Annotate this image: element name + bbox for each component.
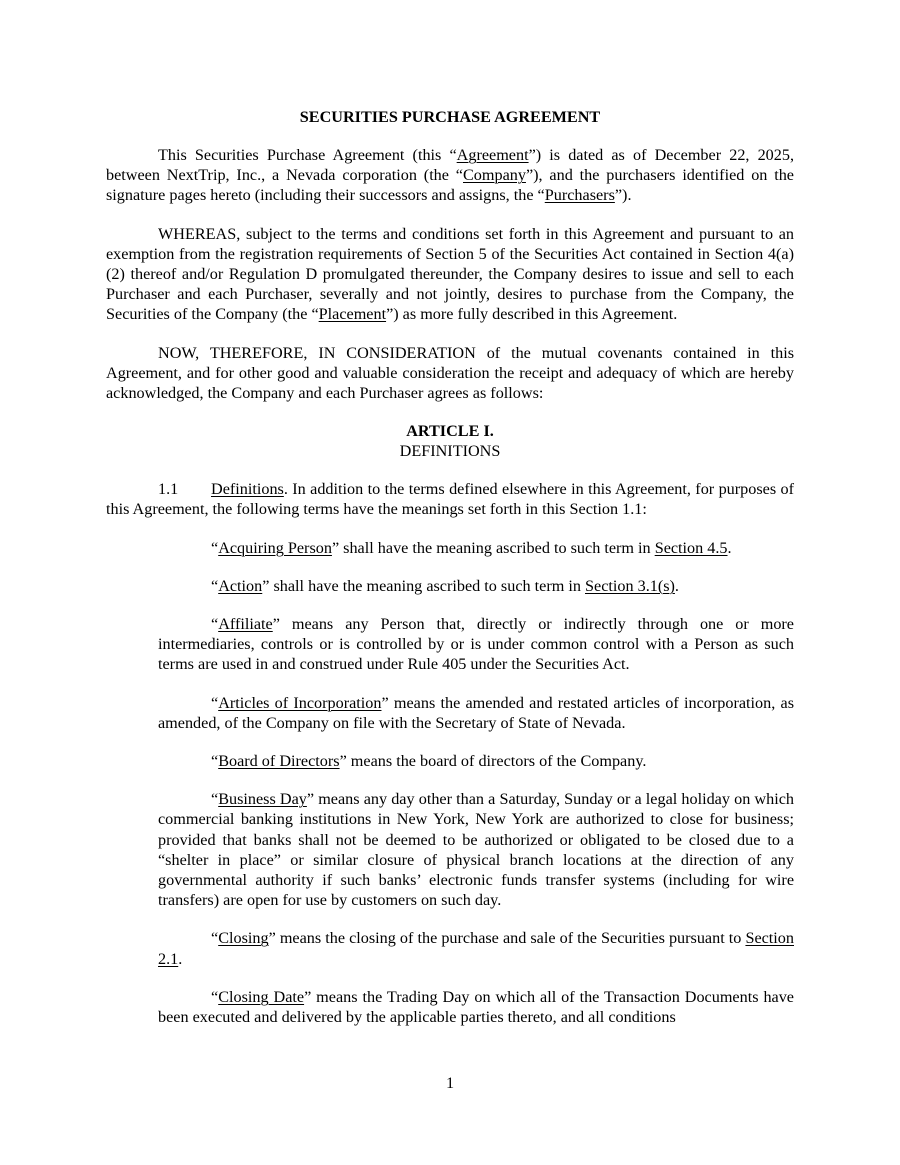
section-1-1: 1.1 Definitions. In addition to the terms defined elsewhere in this Agreement, for purposes of this Agreement, the following terms have the meanings set forth in this Section 1.1:	[106, 480, 794, 519]
definition-term: Affiliate	[218, 615, 273, 634]
section-reference: Section 4.5	[654, 538, 728, 557]
definition-acquiring-person: “Acquiring Person” shall have the meaning ascribed to such term in Section 4.5.	[211, 538, 732, 557]
definition-term: Action	[218, 576, 263, 595]
now-therefore-paragraph: NOW, THEREFORE, IN CONSIDERATION of the mutual covenants contained in this Agreement, and for other good and valuable consideration the receipt and adequacy of which are hereby acknowledged, the Company and each Purchaser agrees as follows:	[106, 343, 794, 403]
definition-closing: “Closing” means the closing of the purchase and sale of the Securities pursuant to Section 2.1.	[158, 929, 794, 968]
defined-term-agreement: Agreement	[456, 146, 529, 164]
whereas-paragraph: WHEREAS, subject to the terms and conditions set forth in this Agreement and pursuant to an exemption from the registration requirements of Section 5 of the Securities Act contained in Section 4(a)(2) thereof and/or Regulation D promulgated thereunder, the Company desires to issue and sell to each Purchaser and each Purchaser, severally and not jointly, desires to purchase from the Company, the Securities of the Company (the “Placement”) as more fully described in this Agreement.	[106, 224, 794, 324]
page-number: 1	[445, 1074, 455, 1092]
defined-term-company: Company	[463, 166, 526, 185]
definition-affiliate: “Affiliate” means any Person that, directly or indirectly through one or more intermediaries, controls or is controlled by or is under common control with a Person as such terms are used in and construed under Rule 405 under the Securities Act.	[158, 615, 794, 674]
document-page	[106, 107, 794, 1045]
definition-term: Closing	[218, 929, 269, 948]
article-heading	[106, 421, 794, 461]
definition-articles-of-incorporation: “Articles of Incorporation” means the amended and restated articles of incorporation, as amended, of the Company on file with the Secretary of State of Nevada.	[158, 693, 794, 732]
definition-term: Articles of Incorporation	[218, 693, 382, 712]
article-name: DEFINITIONS	[399, 442, 501, 461]
document-title: SECURITIES PURCHASE AGREEMENT	[299, 108, 601, 126]
definition-board-of-directors: “Board of Directors” means the board of directors of the Company.	[211, 752, 647, 771]
section-reference: Section 3.1(s)	[585, 576, 675, 595]
defined-term-purchasers: Purchasers	[544, 186, 615, 205]
defined-term-placement: Placement	[318, 305, 387, 324]
article-number: ARTICLE I.	[406, 422, 494, 441]
intro-paragraph: This Securities Purchase Agreement (this “Agreement”) is dated as of December 22, 2025, between NextTrip, Inc., a Nevada corporation (the “Company”), and the purchasers identified on the signature pages hereto (including their successors and assigns, the “Purchasers”).	[106, 146, 795, 205]
definition-action: “Action” shall have the meaning ascribed to such term in Section 3.1(s).	[211, 576, 679, 595]
definition-closing-date: “Closing Date” means the Trading Day on which all of the Transaction Documents have been executed and delivered by the applicable parties thereto, and all conditions	[158, 987, 794, 1027]
section-heading: Definitions	[211, 480, 284, 499]
definition-term: Board of Directors	[218, 752, 340, 771]
definition-term: Acquiring Person	[218, 538, 332, 557]
definition-term: Closing Date	[218, 987, 305, 1006]
definition-business-day: “Business Day” means any day other than a Saturday, Sunday or a legal holiday on which commercial banking institutions in New York, New York are authorized to close for business; provided that banks shall not be deemed to be authorized or obligated to be closed due to a “shelter in place” or similar closure of physical branch locations at the direction of any governmental authority if such banks’ electronic funds transfer systems (including for wire transfers) are open for use by customers on such day.	[158, 790, 794, 910]
section-reference: Section 2.1	[158, 929, 794, 968]
definition-term: Business Day	[218, 790, 307, 809]
section-number: 1.1	[158, 480, 179, 499]
